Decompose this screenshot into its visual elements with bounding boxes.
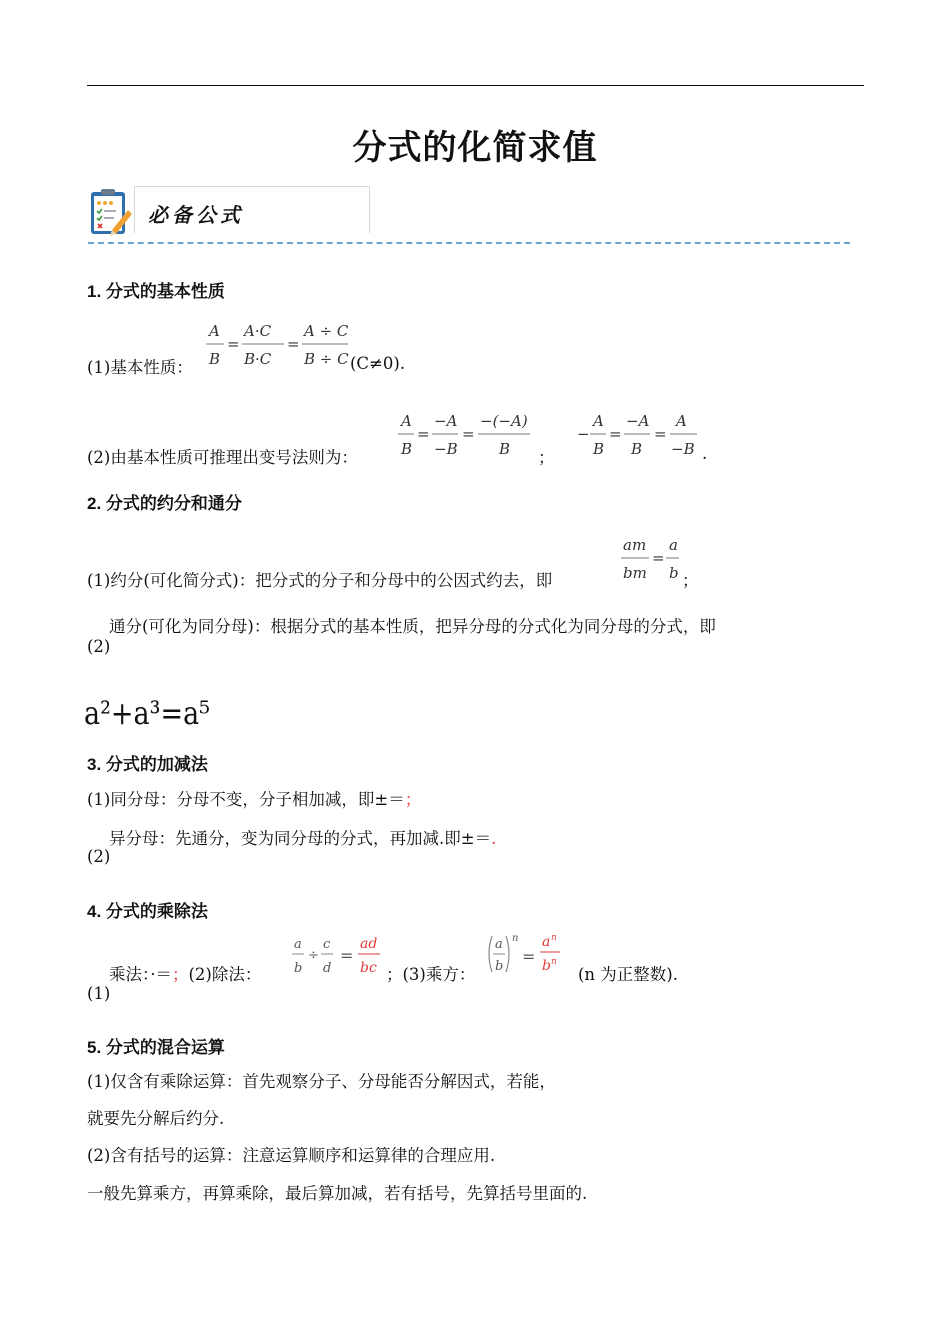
svg-text:−A: −A — [626, 412, 650, 430]
s3-p1: (1)同分母：分母不变，分子相加减，即±＝； — [87, 790, 422, 809]
s2-p2-num: (2) — [87, 637, 111, 656]
svg-text:B ÷ C: B ÷ C — [304, 350, 349, 368]
svg-text:a: a — [294, 937, 302, 952]
s3-p2-text: 异分母：先通分，变为同分母的分式，再加减.即±＝. — [109, 829, 497, 848]
svg-text:A: A — [593, 412, 604, 430]
s4-sep2: ；(3)乘方： — [386, 965, 476, 984]
svg-text:A: A — [401, 412, 412, 430]
svg-text:a: a — [669, 536, 678, 554]
svg-text:=: = — [652, 549, 665, 567]
svg-text:a²+a³=a⁵: a²+a³=a⁵ — [84, 694, 210, 732]
svg-text:am: am — [623, 536, 647, 554]
svg-text:b: b — [294, 961, 303, 976]
division-formula — [290, 932, 386, 986]
svg-text:A·C: A·C — [244, 322, 272, 340]
svg-text:c: c — [323, 937, 331, 952]
s2-p1-end: ； — [682, 571, 699, 590]
s2-p2-text: 通分(可化为同分母)：根据分式的基本性质，把异分母的分式化为同分母的分式，即 — [109, 617, 716, 636]
svg-text:A: A — [209, 322, 220, 340]
page-title: 分式的化简求值 — [352, 128, 598, 168]
s1-p1-prefix: (1)基本性质： — [87, 358, 193, 377]
s5-line-4: 一般先算乘方，再算乘除，最后算加减，若有括号，先算括号里面的. — [87, 1184, 588, 1203]
svg-text:=: = — [340, 946, 354, 965]
section-4-heading: 4. 分式的乘除法 — [87, 902, 208, 921]
clipboard-icon — [88, 186, 134, 242]
svg-text:bm: bm — [623, 564, 647, 582]
section-badge-label: 必备公式 — [148, 203, 244, 227]
svg-text:=: = — [462, 425, 475, 443]
reduction-formula — [619, 532, 689, 592]
svg-text:−B: −B — [434, 440, 458, 458]
svg-text:=: = — [609, 425, 622, 443]
svg-text:−: − — [577, 425, 590, 443]
svg-text:d: d — [323, 961, 332, 976]
svg-text:b: b — [669, 564, 679, 582]
svg-text:÷: ÷ — [308, 948, 319, 963]
svg-text:−(−A): −(−A) — [480, 412, 528, 430]
svg-text:A: A — [676, 412, 687, 430]
s5-line-2: 就要先分解后约分. — [87, 1109, 225, 1128]
svg-text:=: = — [654, 425, 667, 443]
section-5-heading: 5. 分式的混合运算 — [87, 1038, 225, 1057]
s3-p2-num: (2) — [87, 847, 111, 866]
svg-text:A ÷ C: A ÷ C — [304, 322, 349, 340]
svg-text:B: B — [209, 350, 221, 368]
s4-num: (1) — [87, 984, 111, 1003]
svg-text:−A: −A — [434, 412, 458, 430]
s4-mult: 乘法：·＝；(2)除法： — [109, 965, 262, 984]
basic-property-formula — [204, 318, 354, 378]
sign-rule-formula-2 — [575, 408, 708, 468]
svg-text:B·C: B·C — [244, 350, 272, 368]
svg-text:n: n — [551, 957, 557, 967]
svg-text:B: B — [499, 440, 511, 458]
svg-text:a: a — [542, 934, 551, 950]
s5-line-1: (1)仅含有乘除运算：首先观察分子、分母能否分解因式，若能， — [87, 1072, 556, 1091]
svg-text:=: = — [227, 335, 240, 353]
svg-text:ad: ad — [360, 936, 378, 952]
section-2-heading: 2. 分式的约分和通分 — [87, 494, 242, 513]
s2-p1: (1)约分(可化简分式)：把分式的分子和分母中的公因式约去，即 — [87, 571, 553, 590]
top-rule — [87, 85, 864, 86]
s1-p2-end: . — [702, 444, 708, 463]
svg-text:=: = — [287, 335, 300, 353]
svg-text:b: b — [542, 958, 551, 974]
svg-text:n: n — [512, 933, 519, 944]
svg-text:=: = — [417, 425, 430, 443]
dashed-divider — [88, 242, 850, 244]
svg-text:−B: −B — [671, 440, 695, 458]
section-1-heading: 1. 分式的基本性质 — [87, 282, 225, 301]
power-formula — [484, 930, 574, 986]
svg-text:=: = — [522, 947, 536, 966]
svg-text:n: n — [551, 933, 557, 943]
s1-p2-sep: ； — [538, 448, 555, 467]
s5-line-3: (2)含有括号的运算：注意运算顺序和运算律的合理应用. — [87, 1146, 496, 1165]
s4-end: (n 为正整数). — [578, 965, 678, 984]
svg-text:a: a — [495, 937, 503, 952]
svg-text:B: B — [593, 440, 605, 458]
svg-text:b: b — [495, 959, 504, 974]
section-3-heading: 3. 分式的加减法 — [87, 755, 208, 774]
svg-text:bc: bc — [360, 960, 377, 976]
s1-p1-suffix: (C≠0). — [350, 354, 406, 373]
s1-p2-prefix: (2)由基本性质可推理出变号法则为： — [87, 448, 358, 467]
sign-rule-formula-1 — [396, 408, 541, 468]
power-equation — [84, 684, 224, 738]
svg-text:B: B — [631, 440, 643, 458]
svg-text:B: B — [401, 440, 413, 458]
